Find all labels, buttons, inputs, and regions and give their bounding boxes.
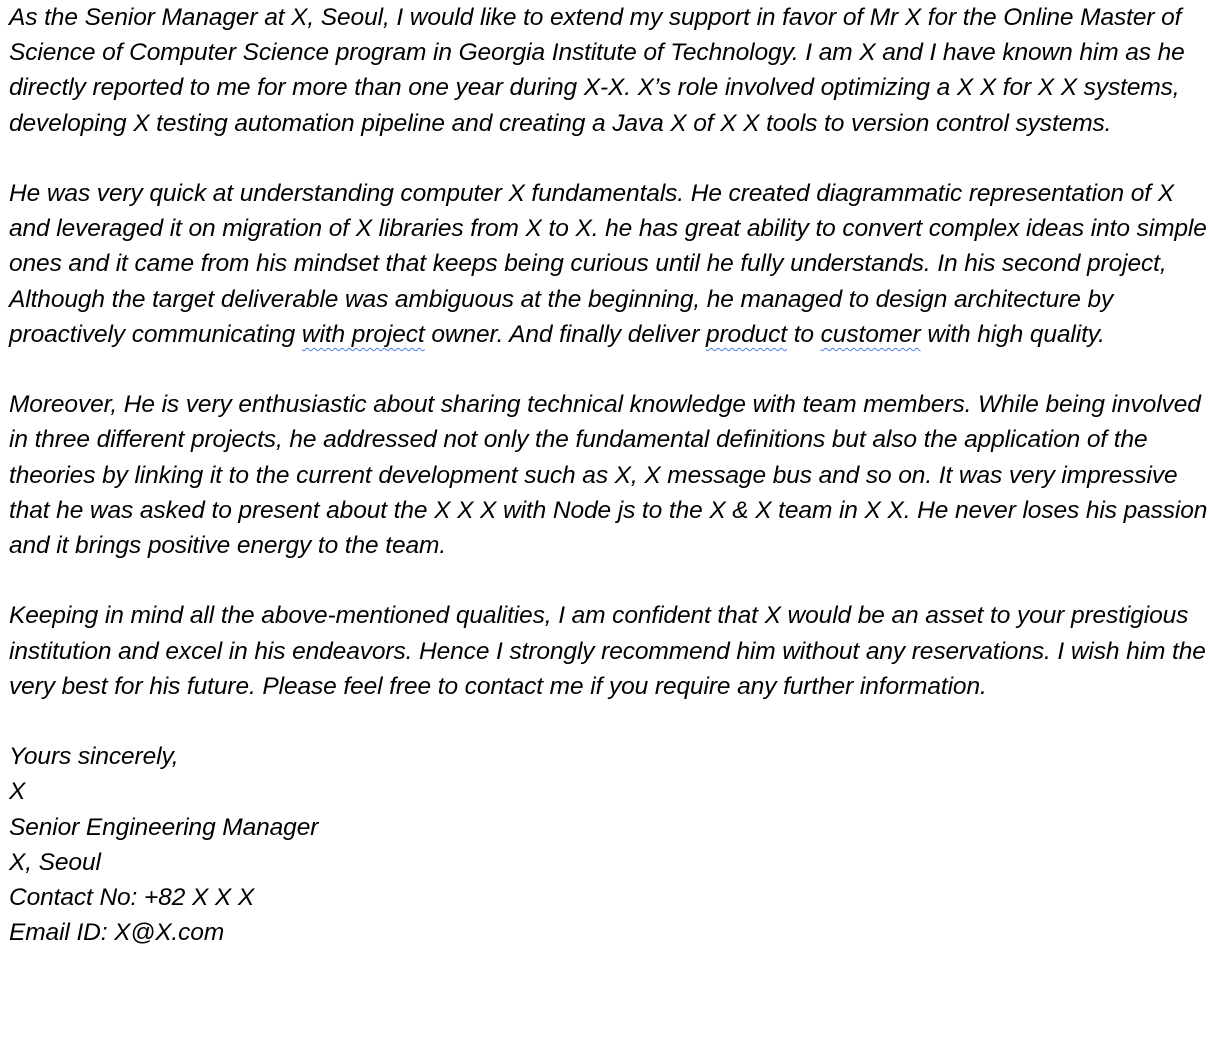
- paragraph-skills-text-a: He was very quick at understanding computer X fundamentals. He created diagrammatic representation of X and leveraged it on migration of X libraries from X to X. he has great ability to convert complex ideas into simple ones and it came from his mindset that keeps being curious until he fully understands. In his second project, Although the target deliverable was ambiguous at the beginning, he managed to design architecture by proactively communicating: [9, 180, 1207, 348]
- signature-block: [9, 739, 1221, 950]
- signature-closing: Yours sincerely,: [9, 743, 179, 771]
- paragraph-skills-text-c: to: [787, 320, 821, 348]
- paragraph-skills-text-b: owner. And finally deliver: [424, 320, 706, 348]
- spellcheck-flag-with-project[interactable]: with project: [301, 320, 425, 348]
- spellcheck-flag-product[interactable]: product: [705, 320, 787, 348]
- paragraph-skills: [9, 176, 1221, 352]
- paragraph-skills-text-d: with high quality.: [920, 320, 1105, 348]
- paragraph-intro: As the Senior Manager at X, Seoul, I would like to extend my support in favor of Mr X for the Online Master of Science of Computer Science program in Georgia Institute of Technology. I am X and I have known him as he directly reported to me for more than one year during X-X. X’s role involved optimizing a X X for X X systems, developing X testing automation pipeline and creating a Java X of X X tools to version control systems.: [9, 4, 1185, 137]
- signature-contact: Contact No: +82 X X X: [9, 884, 255, 912]
- signature-name: X: [9, 778, 26, 806]
- signature-email: Email ID: X@X.com: [9, 919, 225, 947]
- spellcheck-flag-customer[interactable]: customer: [820, 320, 921, 348]
- paragraph-recommendation: Keeping in mind all the above-mentioned qualities, I am confident that X would be an asset to your prestigious institution and excel in his endeavors. Hence I strongly recommend him without any reservations. I wish him the very best for his future. Please feel free to contact me if you require any further information.: [9, 602, 1206, 700]
- paragraph-enthusiasm: Moreover, He is very enthusiastic about sharing technical knowledge with team members. While being involved in three different projects, he addressed not only the fundamental definitions but also the application of the theories by linking it to the current development such as X, X message bus and so on. It was very impressive that he was asked to present about the X X X with Node js to the X & X team in X X. He never loses his passion and it brings positive energy to the team.: [9, 391, 1208, 560]
- document-body[interactable]: [9, 0, 1221, 950]
- signature-company: X, Seoul: [9, 848, 101, 876]
- signature-title: Senior Engineering Manager: [9, 813, 319, 841]
